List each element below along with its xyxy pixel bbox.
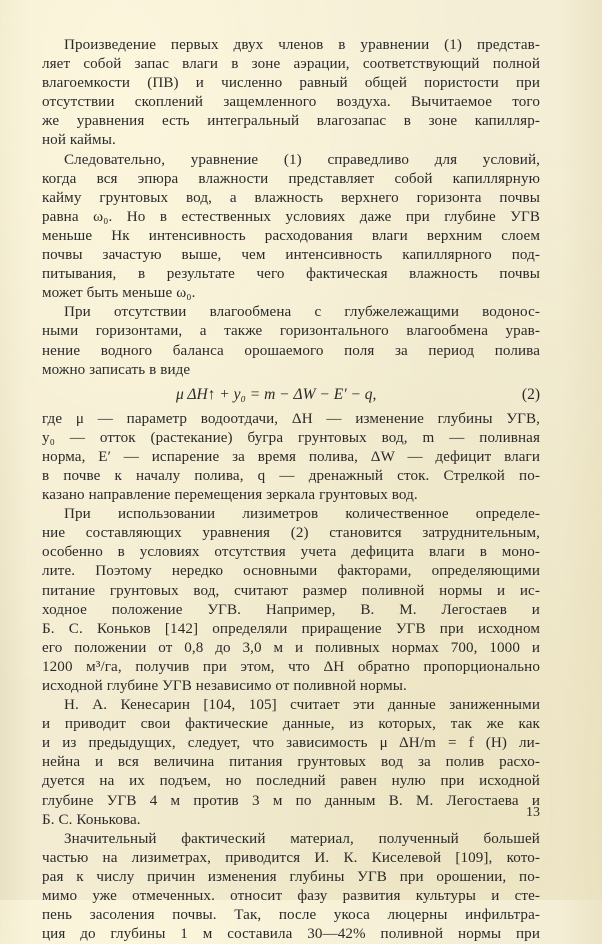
text-line: ляет собой запас влаги в зоне аэрации, соответствующий полной <box>42 56 540 73</box>
text-line: При использовании лизиметров количественное определе- <box>64 506 540 523</box>
text-line: в почве к началу полива, q — дренажный сток. Стрелкой по- <box>42 467 540 484</box>
text-line: лите. Поэтому нередко основными факторами, определяющими <box>42 563 540 580</box>
text-line: меньше Hк интенсивность расходования влаги верхним слоем <box>42 227 540 244</box>
text-line: дуется на их подъем, но последний равен нулю при исходной <box>42 773 540 790</box>
equation-formula: μ ΔH↑ + y₀ = m − ΔW − E′ − q, <box>176 385 377 403</box>
text-line: 1200 м³/га, получив при этом, что ΔH обратно пропорционально <box>42 658 540 675</box>
text-line: нение водного баланса орошаемого поля за период полива <box>42 342 540 359</box>
text-line: где μ — параметр водоотдачи, ΔH — изменение глубины УГВ, <box>42 410 540 427</box>
page-number: 13 <box>526 805 540 820</box>
text-line: ной каймы. <box>42 132 116 149</box>
equation-number: (2) <box>521 385 540 403</box>
text-line: отсутствии скоплений защемленного воздуха. Вычитаемое того <box>42 94 540 111</box>
paragraph-7 <box>42 830 540 944</box>
text-line: ние составляющих уравнения (2) становится затруднительным, <box>42 525 540 542</box>
equation-2 <box>42 384 540 406</box>
paragraph-3 <box>42 303 540 379</box>
text-line: глубине УГВ 4 м против 3 м по данным В. М. Легостаева и <box>42 792 540 809</box>
text-line: частью на лизиметрах, приводится И. К. Киселевой [109], кото- <box>42 849 540 866</box>
text-line: равна ω₀. Но в естественных условиях даже при глубине УГВ <box>42 208 540 225</box>
text-line: y₀ — отток (растекание) бугра грунтовых вод, m — поливная <box>42 429 540 446</box>
text-line: же уравнения есть интегральный влагозапас в зоне капилляр- <box>42 113 540 130</box>
text-line: его положении от 0,8 до 3,0 м и поливных нормах 700, 1000 и <box>42 639 540 656</box>
text-line: Н. А. Кенесарин [104, 105] считает эти данные заниженными <box>64 697 540 714</box>
text-line: можно записать в виде <box>42 361 191 378</box>
text-line: исходной глубине УГВ независимо от поливной нормы. <box>42 678 407 694</box>
text-line: влагоемкости (ПВ) и численно равный общей пористости при <box>42 75 540 92</box>
text-line: нейна и вся величина питания грунтовых вод за полив расхо- <box>42 754 540 771</box>
text-line: может быть меньше ω₀. <box>42 285 196 302</box>
text-line: и из предыдущих, следует, что зависимость μ ΔH/m = f (H) ли- <box>42 735 540 752</box>
text-line: ция до глубины 1 м составила 30—42% поливной нормы при <box>42 926 540 943</box>
text-line: кайму грунтовых вод, а влажность верхнего горизонта почвы <box>42 189 540 206</box>
text-line: Произведение первых двух членов в уравнении (1) представ- <box>64 37 540 53</box>
text-line: особенно в условиях отсутствия учета дефицита влаги в моно- <box>42 544 540 561</box>
text-line: Значительный фактический материал, полученный большей <box>64 830 540 847</box>
text-line: пень засоления почвы. Так, после укоса люцерны инфильтра- <box>42 907 540 924</box>
text-line: когда вся эпюра влажности представляет собой капиллярную <box>42 170 540 187</box>
text-line: и приводит свои фактические данные, из которых, так же как <box>42 716 540 733</box>
paragraph-2 <box>42 151 540 304</box>
paragraph-1 <box>42 36 540 151</box>
text-line: ными горизонтами, а также горизонтального влагообмена урав- <box>42 323 540 340</box>
text-line: мимо уже отмеченных. относит фазу развития культуры и сте- <box>42 888 540 905</box>
text-line: казано направление перемещения зеркала грунтовых вод. <box>42 487 418 504</box>
text-line: норма, E′ — испарение за время полива, ΔW — дефицит влаги <box>42 448 540 465</box>
text-line: Следовательно, уравнение (1) справедливо для условий, <box>64 151 540 168</box>
text-line: рая к числу причин изменения глубины УГВ при орошении, по- <box>42 868 540 885</box>
text-line: При отсутствии влагообмена с глубжележащими водонос- <box>64 304 540 321</box>
text-line: Б. С. Конькова. <box>42 811 141 828</box>
book-page <box>42 36 540 944</box>
text-line: питание грунтовых вод, считают размер поливной нормы и ис- <box>42 582 540 599</box>
text-line: почвы зачастую выше, чем интенсивность капиллярного под- <box>42 247 540 264</box>
text-line: Б. С. Коньков [142] определяли приращение УГВ при исходном <box>42 620 540 637</box>
paragraph-5 <box>42 505 540 696</box>
text-line: ходное положение УГВ. Например, В. М. Легостаев и <box>42 601 540 618</box>
text-line: питывания, в результате чего фактическая влажность почвы <box>42 266 540 283</box>
paragraph-6 <box>42 696 540 830</box>
paragraph-4 <box>42 410 540 505</box>
